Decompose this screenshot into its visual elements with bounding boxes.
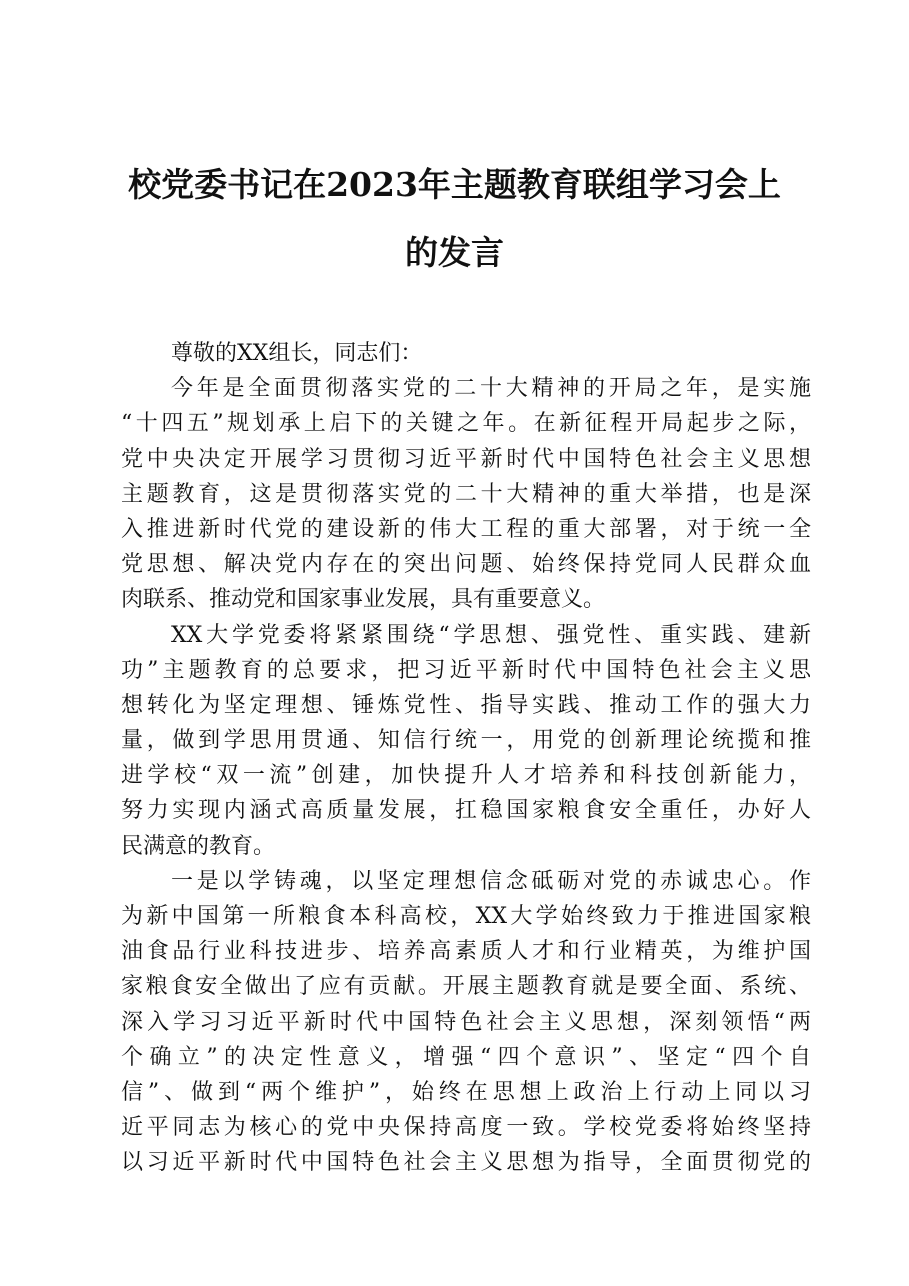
document-body [121,336,811,1181]
paragraph-line: 进学校“双一流”创建，加快提升人才培养和科技创新能力， [121,763,811,789]
paragraph-line: 想转化为坚定理想、锤炼党性、指导实践、推动工作的强大力 [121,692,811,718]
paragraph-line: 深入学习习近平新时代中国特色社会主义思想，深刻领悟“两 [121,1009,811,1035]
paragraph-line: 近平同志为核心的党中央保持高度一致。学校党委将始终坚持 [121,1115,811,1141]
paragraph-line: 量，做到学思用贯通、知信行统一，用党的创新理论统揽和推 [121,728,811,754]
paragraph-line: 功”主题教育的总要求，把习近平新时代中国特色社会主义思 [121,657,811,683]
paragraph-line: 信”、做到“两个维护”，始终在思想上政治上行动上同以习 [121,1079,811,1105]
paragraph-line: 肉联系、推动党和国家事业发展，具有重要意义。 [121,587,606,613]
paragraph-line: 党思想、解决党内存在的突出问题、始终保持党同人民群众血 [121,552,811,578]
paragraph-line: 为新中国第一所粮食本科高校，XX大学始终致力于推进国家粮 [121,904,811,929]
paragraph-line: 一是以学铸魂，以坚定理想信念砥砺对党的赤诚忠心。作 [171,868,811,894]
paragraph-line: 油食品行业科技进步、培养高素质人才和行业精英，为维护国 [121,939,811,965]
paragraph-line: 家粮食安全做出了应有贡献。开展主题教育就是要全面、系统、 [121,974,811,1000]
paragraph-line: 民满意的教育。 [121,833,276,859]
intro-paragraph [121,371,811,617]
paragraph-line: 入推进新时代党的建设新的伟大工程的重大部署，对于统一全 [121,516,811,542]
salutation-paragraph [121,336,811,371]
university-commitment-paragraph [121,618,811,864]
point-one-paragraph [121,864,811,1181]
paragraph-line: 尊敬的XX组长，同志们： [171,341,423,366]
paragraph-line: 党中央决定开展学习贯彻习近平新时代中国特色社会主义思想 [121,446,811,472]
document-title-line-1: 校党委书记在2023年主题教育联组学习会上 [128,165,781,204]
paragraph-line: “十四五”规划承上启下的关键之年。在新征程开局起步之际， [121,411,811,437]
paragraph-line: XX大学党委将紧紧围绕“学思想、强党性、重实践、建新 [171,622,811,648]
paragraph-line: 以习近平新时代中国特色社会主义思想为指导，全面贯彻党的 [121,1150,811,1176]
paragraph-line: 努力实现内涵式高质量发展，扛稳国家粮食安全重任，办好人 [121,798,811,824]
document-title-line-2: 的发言 [405,233,504,272]
paragraph-line: 个确立”的决定性意义，增强“四个意识”、坚定“四个自 [121,1044,811,1070]
paragraph-line: 主题教育，这是贯彻落实党的二十大精神的重大举措，也是深 [121,481,811,507]
paragraph-line: 今年是全面贯彻落实党的二十大精神的开局之年，是实施 [171,376,811,402]
